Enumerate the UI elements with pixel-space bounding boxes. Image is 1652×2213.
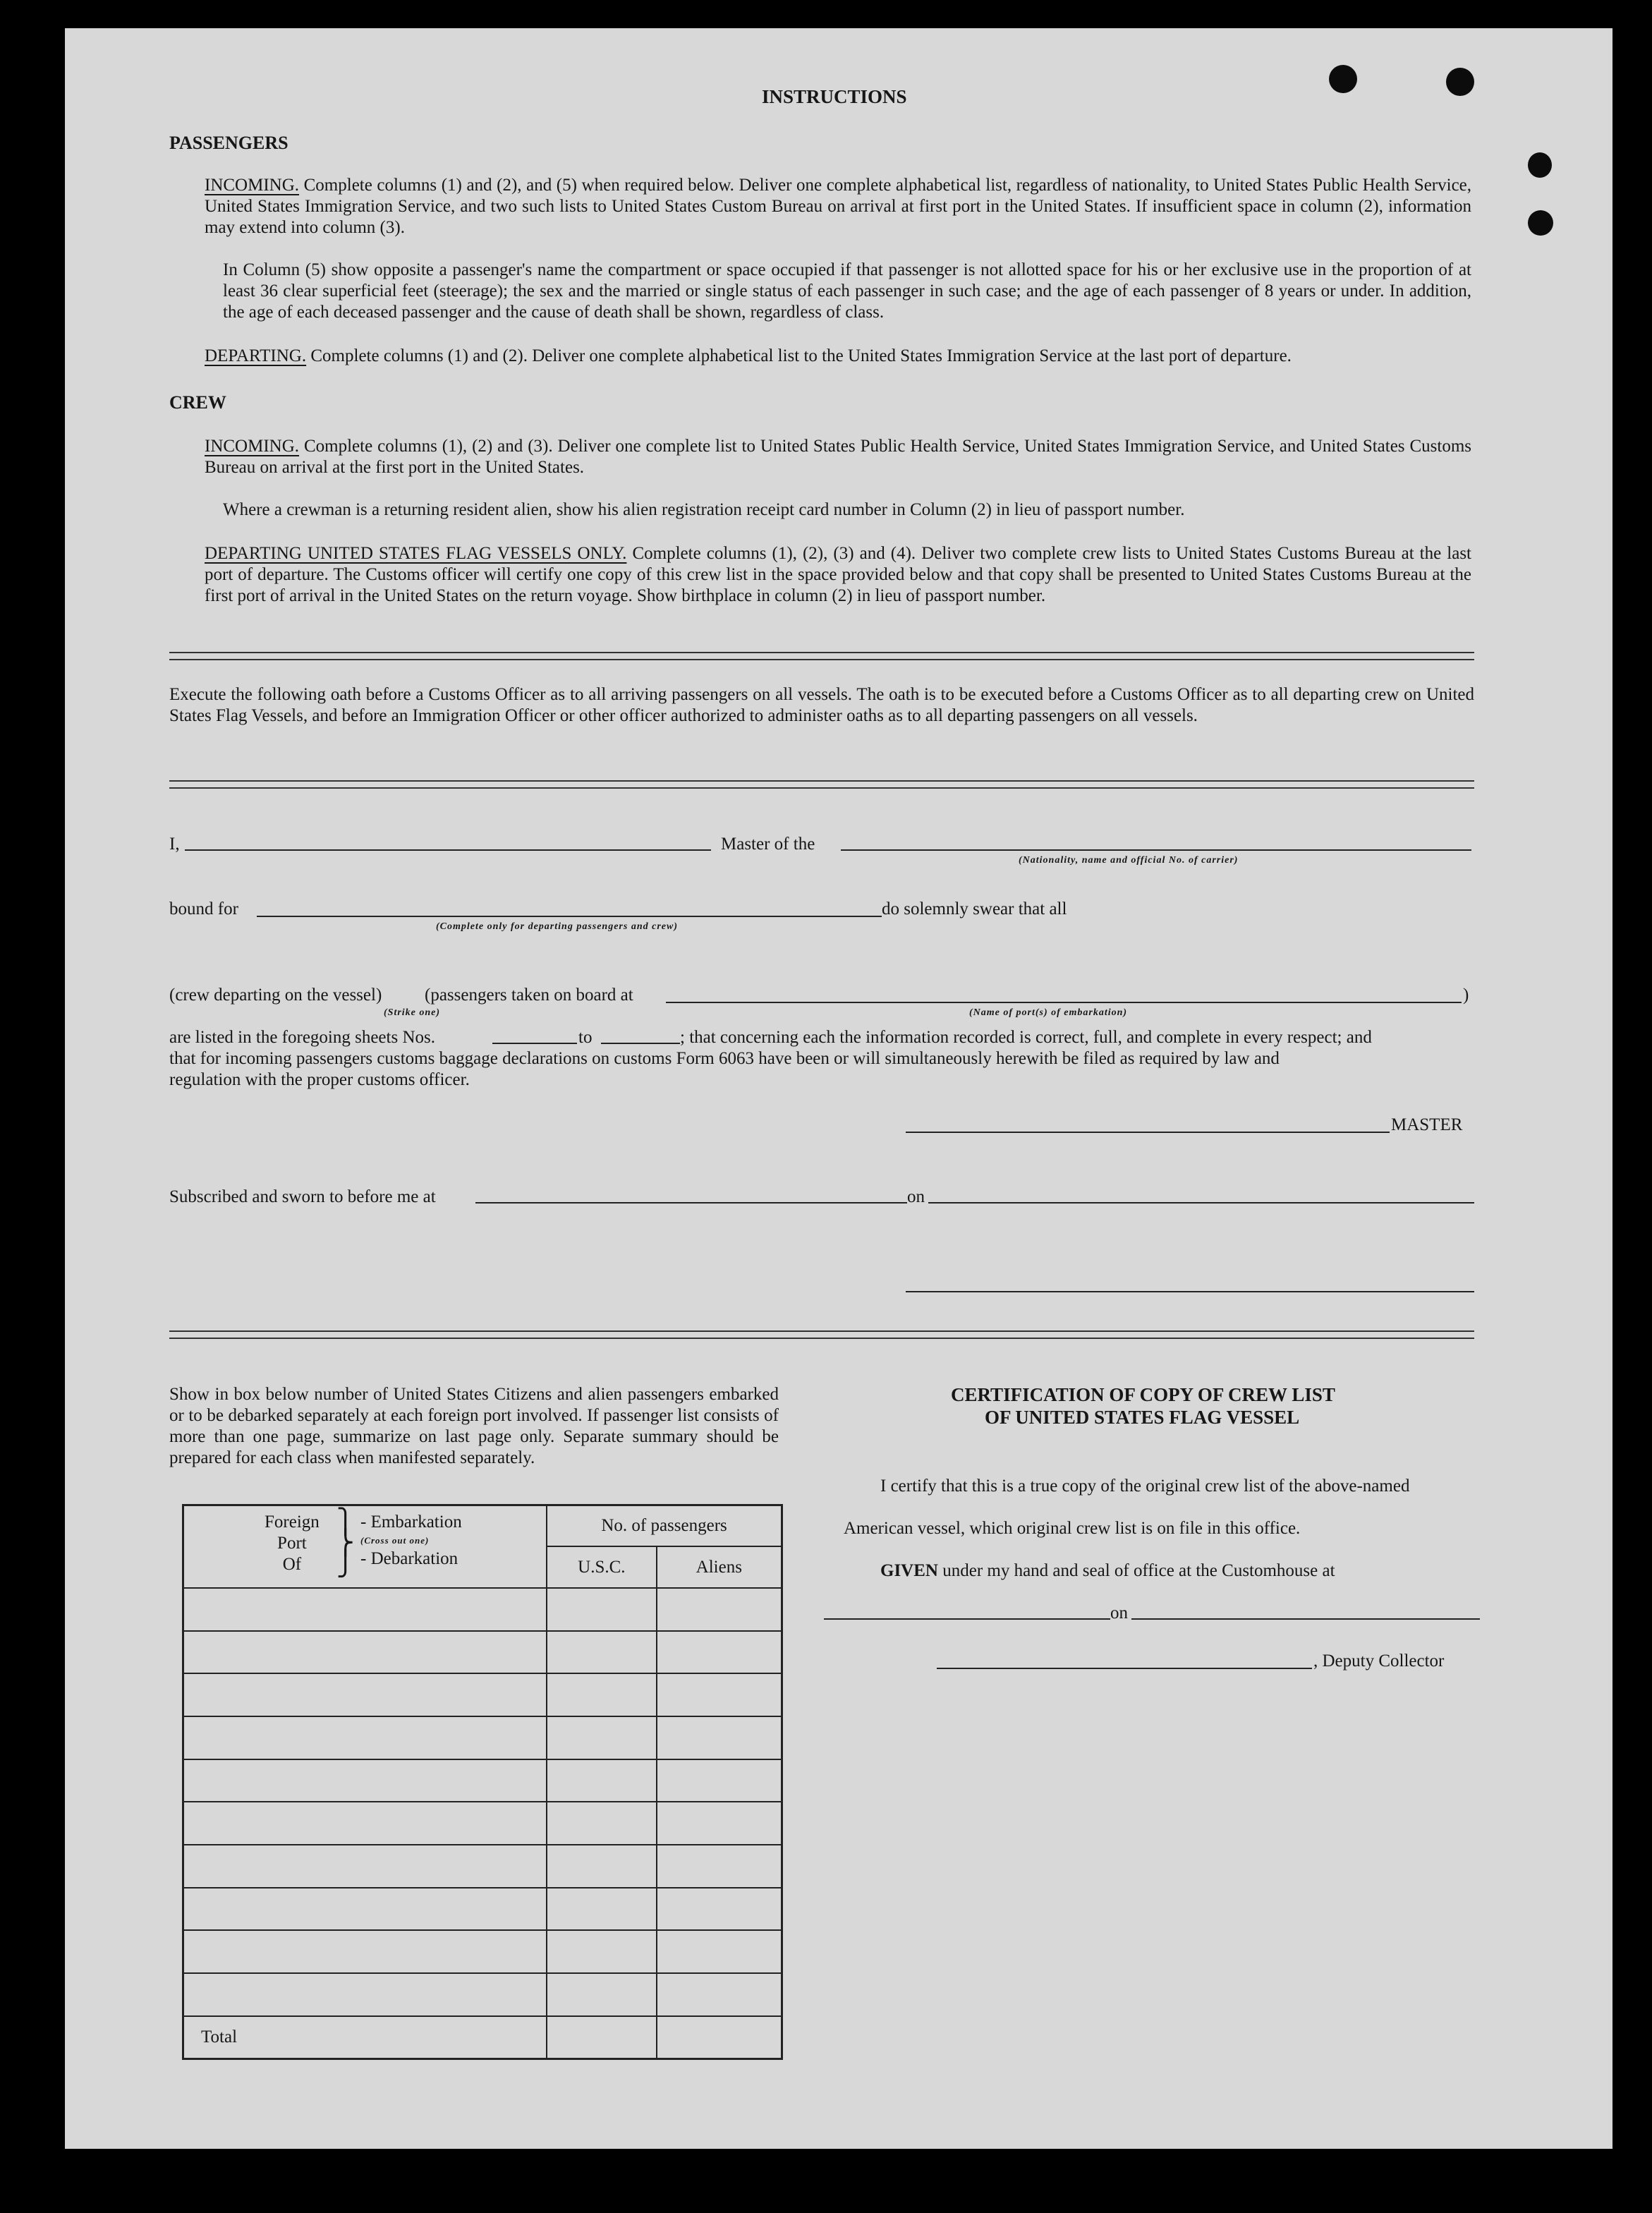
debarkation-label: - Debarkation	[360, 1549, 458, 1568]
summary-intro: Show in box below number of United States Citizens and alien passengers embarked or to be debarked separately at each foreign port involved. If passenger list consists of more than one page, summarize on last page only. Separate summary should be prepared for each class when manifested separately.	[169, 1385, 779, 1467]
subscribed-on-label: on	[907, 1187, 925, 1206]
usc-cell[interactable]	[547, 1930, 657, 1973]
port-cell[interactable]	[183, 1845, 547, 1888]
passenger-summary-table	[182, 1504, 783, 2060]
port-cell[interactable]	[183, 1631, 547, 1674]
divider	[169, 652, 1474, 653]
column5-paragraph	[223, 260, 1471, 323]
aliens-cell[interactable]	[657, 1716, 782, 1759]
table-row	[183, 1845, 782, 1888]
table-row	[183, 1802, 782, 1845]
certification-on-label: on	[1110, 1603, 1128, 1623]
port-cell[interactable]	[183, 1930, 547, 1973]
listed-text: ; that concerning each the information recorded is correct, full, and complete in every respect; and	[680, 1028, 1372, 1047]
punch-hole	[1446, 68, 1474, 96]
swear-label: do solemnly swear that all	[882, 899, 1067, 918]
deputy-collector-label: , Deputy Collector	[1313, 1651, 1445, 1671]
given-text: under my hand and seal of office at the Customhouse at	[942, 1561, 1335, 1580]
page-title: INSTRUCTIONS	[762, 86, 907, 107]
foreign-label: Foreign	[265, 1512, 320, 1532]
port-note: (Name of port(s) of embarkation)	[969, 1007, 1128, 1018]
aliens-cell[interactable]	[657, 1888, 782, 1931]
nationality-note: (Nationality, name and official No. of carrier)	[1019, 855, 1239, 866]
crewman-text: Where a crewman is a returning resident alien, show his alien registration receipt card number in Column (2) in lieu of passport number.	[223, 500, 1185, 519]
punch-hole	[1528, 152, 1552, 178]
of-label: Of	[282, 1555, 302, 1574]
listed-text-3: regulation with the proper customs officer.	[169, 1070, 470, 1089]
aliens-cell[interactable]	[657, 1759, 782, 1802]
total-usc-cell[interactable]	[547, 2016, 657, 2059]
port-cell[interactable]	[183, 1588, 547, 1631]
table-row	[183, 1716, 782, 1759]
table-row	[183, 1673, 782, 1716]
punch-hole	[1528, 210, 1553, 236]
master-label: MASTER	[1391, 1115, 1463, 1134]
aliens-cell[interactable]	[657, 1588, 782, 1631]
subscribed-label: Subscribed and sworn to before me at	[169, 1187, 436, 1206]
divider	[169, 659, 1474, 660]
table-row	[183, 1930, 782, 1973]
embarkation-label: - Embarkation	[360, 1512, 462, 1532]
port-cell[interactable]	[183, 1673, 547, 1716]
passengers-heading: PASSENGERS	[169, 133, 289, 153]
usc-cell[interactable]	[547, 1888, 657, 1931]
table-row	[183, 1759, 782, 1802]
aliens-cell[interactable]	[657, 1973, 782, 2016]
passengers-departing-text: Complete columns (1) and (2). Deliver one complete alphabetical list to the United States Immigration Service at the last port of departure.	[310, 346, 1292, 365]
master-name-field[interactable]	[185, 849, 711, 851]
crewman-paragraph	[223, 499, 1471, 521]
deputy-collector-signature-field[interactable]	[937, 1668, 1312, 1669]
crew-incoming-label: INCOMING.	[205, 437, 300, 456]
usc-cell[interactable]	[547, 1716, 657, 1759]
punch-hole	[1329, 65, 1357, 93]
crew-departing-text: Complete columns (1), (2), (3) and (4). Deliver two complete crew lists to United States Customs Bureau at the last port of departure. The Customs officer will certify one copy of this crew list in the space provided below and that copy shall be presented to United States Customs Bureau at the first port of arrival in the United States on the return voyage. Show birthplace in column (2) in lieu of passport number.	[205, 544, 1471, 605]
cross-out-note: (Cross out one)	[360, 1535, 430, 1546]
certification-line-2: American vessel, which original crew list is on file in this office.	[844, 1519, 1301, 1538]
certification-title-2: OF UNITED STATES FLAG VESSEL	[985, 1407, 1300, 1428]
aliens-header: Aliens	[657, 1546, 782, 1588]
to-label: to	[578, 1028, 593, 1047]
usc-cell[interactable]	[547, 1588, 657, 1631]
aliens-cell[interactable]	[657, 1930, 782, 1973]
divider	[169, 1330, 1474, 1332]
port-cell[interactable]	[183, 1888, 547, 1931]
no-passengers-header: No. of passengers	[547, 1505, 782, 1547]
table-row	[183, 1588, 782, 1631]
certification-title-1: CERTIFICATION OF COPY OF CREW LIST	[951, 1384, 1335, 1405]
certification-given-line	[880, 1560, 1335, 1582]
crew-departing-option: (crew departing on the vessel)	[169, 986, 382, 1005]
port-cell[interactable]	[183, 1716, 547, 1759]
divider	[169, 1338, 1474, 1339]
oath-intro: Execute the following oath before a Customs Officer as to all arriving passengers on all vessels. The oath is to be executed before a Customs Officer as to all departing crew on United States Flag Vessels, and before an Immigration Officer or other officer authorized to administer oaths as to all departing passengers on all vessels.	[169, 685, 1474, 725]
passengers-incoming-paragraph	[205, 175, 1471, 238]
usc-cell[interactable]	[547, 1973, 657, 2016]
usc-cell[interactable]	[547, 1631, 657, 1674]
usc-cell[interactable]	[547, 1673, 657, 1716]
close-paren: )	[1463, 986, 1469, 1005]
listed-prefix: are listed in the foregoing sheets Nos.	[169, 1028, 435, 1047]
table-row	[183, 1973, 782, 2016]
column5-text: In Column (5) show opposite a passenger's name the compartment or space occupied if that passenger is not allotted space for his or her exclusive use in the proportion of at least 36 clear superficial feet (steerage); the sex and the married or single status of each passenger in such case; and the age of each passenger of 8 years or under. In addition, the age of each deceased passenger and the cause of death shall be shown, regardless of class.	[223, 260, 1471, 322]
subscribed-date-field[interactable]	[928, 1202, 1474, 1203]
aliens-cell[interactable]	[657, 1673, 782, 1716]
crew-incoming-text: Complete columns (1), (2) and (3). Deliver one complete list to United States Public Health Service, United States Immigration Service, and United States Customs Bureau on arrival at the first port in the United States.	[205, 437, 1471, 477]
carrier-field[interactable]	[841, 849, 1471, 851]
passengers-incoming-label: INCOMING.	[205, 176, 300, 195]
crew-departing-paragraph	[205, 543, 1471, 607]
passengers-departing-paragraph	[205, 346, 1474, 367]
brace-icon: ⎫ ⎬ ⎭	[336, 1509, 355, 1577]
crew-heading: CREW	[169, 392, 226, 413]
bound-for-field[interactable]	[257, 916, 882, 917]
oath-i-label: I,	[169, 835, 180, 854]
certification-date-field[interactable]	[1131, 1618, 1480, 1620]
strike-one-note: (Strike one)	[384, 1007, 441, 1018]
port-label: Port	[277, 1534, 307, 1553]
table-row	[183, 1631, 782, 1674]
embarkation-port-field[interactable]	[666, 1002, 1462, 1003]
listed-text-2: that for incoming passengers customs baggage declarations on customs Form 6063 have been or will simultaneously herewith be filed as required by law and	[169, 1049, 1280, 1068]
customhouse-field[interactable]	[824, 1618, 1110, 1620]
port-cell[interactable]	[183, 1802, 547, 1845]
port-cell[interactable]	[183, 1759, 547, 1802]
master-signature-field[interactable]	[906, 1132, 1390, 1133]
port-cell[interactable]	[183, 1973, 547, 2016]
total-label: Total	[183, 2016, 547, 2059]
sheet-from-field[interactable]	[492, 1043, 577, 1044]
divider	[169, 780, 1474, 782]
officer-signature-field[interactable]	[906, 1291, 1474, 1292]
aliens-cell[interactable]	[657, 1802, 782, 1845]
usc-cell[interactable]	[547, 1845, 657, 1888]
given-label: GIVEN	[880, 1561, 938, 1580]
usc-cell[interactable]	[547, 1802, 657, 1845]
aliens-cell[interactable]	[657, 1631, 782, 1674]
usc-cell[interactable]	[547, 1759, 657, 1802]
usc-header: U.S.C.	[547, 1546, 657, 1588]
master-of-the-label: Master of the	[721, 835, 815, 854]
foreign-port-header	[183, 1505, 547, 1588]
sheet-to-field[interactable]	[601, 1043, 680, 1044]
total-aliens-cell[interactable]	[657, 2016, 782, 2059]
passengers-taken-option: (passengers taken on board at	[425, 986, 633, 1005]
bound-for-label: bound for	[169, 899, 238, 918]
subscribed-place-field[interactable]	[475, 1202, 907, 1203]
crew-incoming-paragraph	[205, 436, 1471, 478]
complete-only-note: (Complete only for departing passengers and crew)	[436, 921, 678, 932]
aliens-cell[interactable]	[657, 1845, 782, 1888]
divider	[169, 787, 1474, 789]
crew-departing-label: DEPARTING UNITED STATES FLAG VESSELS ONLY.	[205, 544, 627, 563]
certification-line-1: I certify that this is a true copy of the original crew list of the above-named	[880, 1477, 1410, 1496]
passengers-incoming-text: Complete columns (1) and (2), and (5) when required below. Deliver one complete alphabetical list, regardless of nationality, to United States Public Health Service, United States Immigration Service, and two such lists to United States Custom Bureau on arrival at first port in the United States. If insufficient space in column (2), information may extend into column (3).	[205, 176, 1472, 237]
passengers-departing-label: DEPARTING.	[205, 346, 307, 365]
table-row	[183, 1888, 782, 1931]
